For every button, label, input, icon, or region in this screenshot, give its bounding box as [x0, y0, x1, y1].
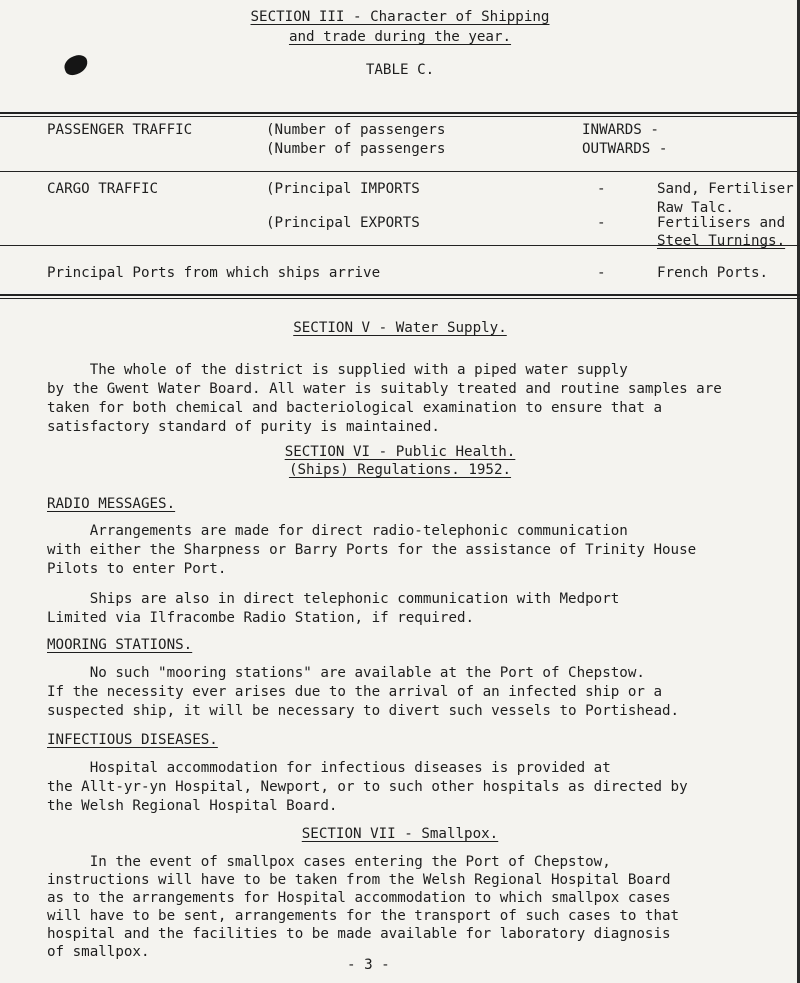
passenger-traffic-label: PASSENGER TRAFFIC — [47, 122, 193, 138]
table-divider-1 — [0, 171, 800, 172]
cargo-imports-value-1: Sand, Fertiliser — [657, 181, 794, 197]
passenger-outwards: OUTWARDS - — [582, 141, 668, 157]
passenger-number-line2: (Number of passengers — [266, 141, 446, 157]
infectious-diseases-paragraph: Hospital accommodation for infectious diseases is provided at the Allt-yr-yn Hospital, Newport, or to such other hospitals as directed by the Welsh Regional Hospital Board. — [47, 760, 688, 814]
table-bottom-rule-inner — [0, 298, 800, 299]
cargo-exports-label: (Principal EXPORTS — [266, 215, 420, 231]
cargo-imports-label: (Principal IMPORTS — [266, 181, 420, 197]
radio-messages-heading: RADIO MESSAGES. — [47, 496, 176, 512]
principal-ports-dash: - — [597, 265, 606, 281]
passenger-inwards: INWARDS - — [582, 122, 659, 138]
passenger-number-line1: (Number of passengers — [266, 122, 446, 138]
section7-heading: SECTION VII - Smallpox. — [301, 826, 499, 842]
cargo-traffic-label: CARGO TRAFFIC — [47, 181, 159, 197]
infectious-diseases-heading: INFECTIOUS DISEASES. — [47, 732, 218, 748]
mooring-stations-paragraph: No such "mooring stations" are available at the Port of Chepstow. If the necessity ever arises due to the arrival of an infected ship or a suspected ship, it will be necessary to divert such vessels to Portishead. — [47, 665, 680, 719]
section7-paragraph: In the event of smallpox cases entering the Port of Chepstow, instructions will have to be taken from the Welsh Regional Hospital Board as to the arrangements for Hospital accommodation to which smallpox cases will have to be sent, arrangements for the transport of such cases to that hospital and the facilities to be made available for laboratory diagnosis of smallpox. — [47, 854, 680, 960]
table-bottom-rule — [0, 294, 800, 296]
section3-title-line2: and trade during the year. — [288, 29, 512, 45]
section6-heading-line2: (Ships) Regulations. 1952. — [288, 462, 512, 478]
section5-heading: SECTION V - Water Supply. — [293, 320, 507, 336]
table-top-rule-inner — [0, 116, 800, 117]
mooring-stations-heading: MOORING STATIONS. — [47, 637, 193, 653]
table-top-rule — [0, 112, 800, 114]
cargo-exports-value-2: Steel Turnings. — [657, 233, 786, 249]
principal-ports-label: Principal Ports from which ships arrive — [47, 265, 381, 281]
cargo-imports-value-2: Raw Talc. — [657, 200, 734, 216]
table-label: TABLE C. — [365, 62, 435, 78]
principal-ports-value: French Ports. — [657, 265, 769, 281]
radio-messages-paragraph-2: Ships are also in direct telephonic communication with Medport Limited via Ilfracombe Radio Station, if required. — [47, 591, 620, 626]
page-number: - 3 - — [347, 957, 390, 973]
section5-paragraph: The whole of the district is supplied with a piped water supply by the Gwent Water Board. All water is suitably treated and routine samples are taken for both chemical and bacteriological examination to ensure that a satisfactory standard of purity is maintained. — [47, 362, 722, 435]
cargo-exports-value-1: Fertilisers and — [657, 215, 786, 231]
section3-title-line1: SECTION III - Character of Shipping — [250, 9, 550, 25]
section6-heading-line1: SECTION VI - Public Health. — [284, 444, 516, 460]
cargo-imports-dash: - — [597, 181, 606, 197]
radio-messages-paragraph-1: Arrangements are made for direct radio-telephonic communication with either the Sharpness or Barry Ports for the assistance of Trinity House Pilots to enter Port. — [47, 523, 697, 577]
cargo-exports-dash: - — [597, 215, 606, 231]
